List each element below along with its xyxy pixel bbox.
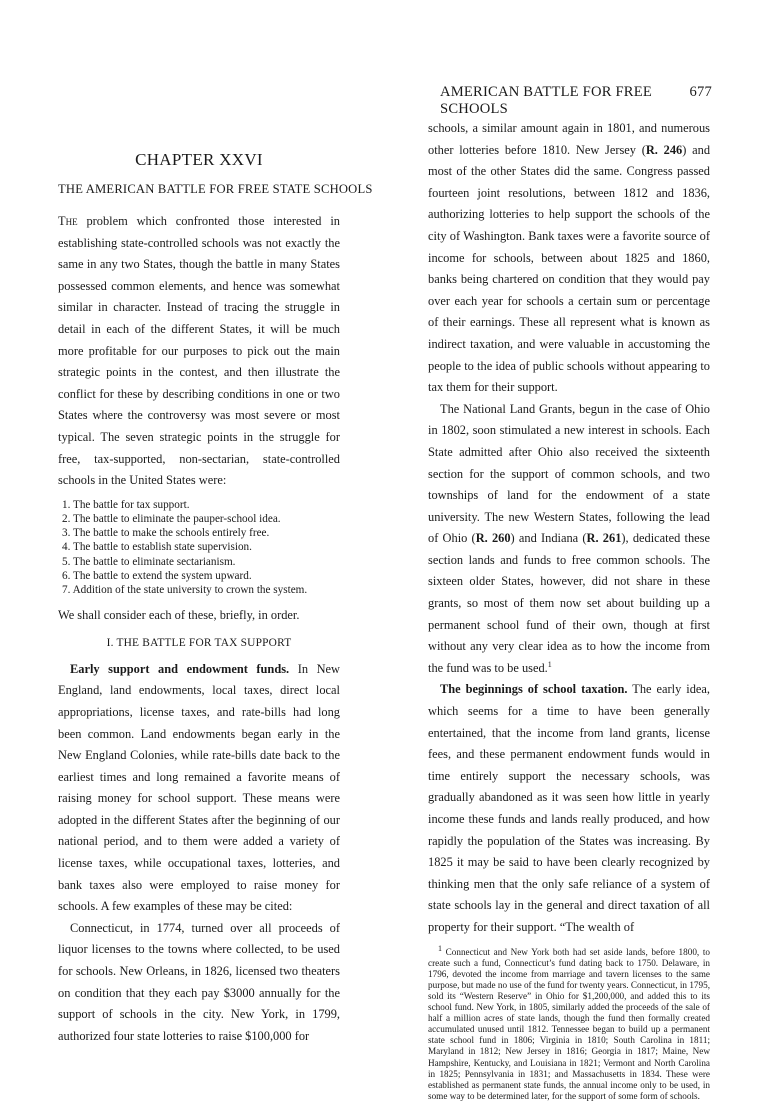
list-item: 1. The battle for tax support. [62, 498, 190, 511]
lotteries-paragraph [428, 118, 710, 399]
reference-marker: R. 261 [586, 531, 622, 546]
chapter-number: CHAPTER XXVI [135, 150, 263, 169]
paragraph-lead-heading: The beginnings of school taxation. [440, 682, 628, 697]
chapter-title: THE AMERICAN BATTLE FOR FREE STATE SCHOOLS [58, 182, 373, 196]
early-support-paragraph [58, 659, 340, 918]
list-item: 2. The battle to eliminate the pauper-school idea. [62, 512, 281, 525]
paragraph-text: ) and Indiana ( [510, 531, 587, 546]
after-list-sentence: We shall consider each of these, briefly, in order. [58, 608, 300, 623]
intro-paragraph [58, 211, 340, 492]
intro-text: problem which confronted those interested in establishing state-controlled schools was not exactly the same in any two States, though the battle in many States possessed common elements, and hence was somewhat similar in character. Instead of tracing the struggle in detail in each of the different States, it will be much more profitable for our purposes to pick out the main strategic points in the contest, and then illustrate the conflict for these by describing conditions in one or two States where the controversy was most severe or most typical. The seven strategic points in the struggle for free, tax-supported, non-sectarian, state-controlled schools in the United States were: [58, 214, 340, 488]
intro-first-word: The [58, 214, 78, 228]
running-head [440, 84, 712, 118]
connecticut-paragraph: Connecticut, in 1774, turned over all proceeds of liquor licenses to the towns where collected, to be used for schools. New Orleans, in 1826, licensed two theaters on condition that they each pay $3000 annually for the support of schools in the city. New York, in 1799, authorized four state lotteries to raise $100,000 for [58, 920, 340, 1043]
reference-marker: R. 260 [475, 531, 511, 546]
list-item: 7. Addition of the state university to crown the system. [62, 583, 308, 596]
running-head-title: AMERICAN BATTLE FOR FREE SCHOOLS [440, 84, 652, 117]
footnote [428, 943, 710, 1102]
paragraph-lead-heading: Early support and endowment funds. [70, 661, 290, 676]
paragraph-text: The National Land Grants, begun in the case of Ohio in 1802, soon stimulated a new interest in schools. Each State admitted after Ohio also received the sixteenth section for the support of common schools, and two townships of land for the endowment of a state university. The new Western States, following the lead of Ohio ( [428, 401, 710, 546]
paragraph-text: In New England, land endowments, local taxes, direct local appropriations, license taxes, and rate-bills had long been common. Land endowments began early in the New England Colonies, while rate-bills date back to the earliest times and long remained a favorite means of raising money for school support. These means were adopted in the different States after the beginning of our national period, and to them were added a variety of license taxes, while occupational taxes, lotteries, and bank taxes also were employed to raise money for schools. A few examples of these may be cited: [58, 661, 340, 914]
footnote-marker: 1 [547, 659, 552, 669]
section-heading: I. THE BATTLE FOR TAX SUPPORT [106, 636, 292, 649]
right-page [428, 118, 710, 1102]
reference-marker: R. 246 [645, 142, 683, 157]
land-grants-paragraph [428, 399, 710, 680]
page-number: 677 [689, 84, 712, 100]
strategic-points-list [58, 498, 340, 597]
footnote-text: Connecticut and New York both had set aside lands, before 1800, to create such a fund, Connecticut’s fund dating back to 1750. Delaware, in 1796, devoted the income from marriage and tavern licenses to the same purpose, but made no use of the fund for twenty years. Connecticut, in 1795, sold its “Western Reserve” in Ohio for $1,200,000, and added this to its school fund. New York, in 1805, similarly added the proceeds of the sale of half a million acres of state lands, though the fund then formally created accumulated unused until 1812. Tennessee began to build up a permanent state school fund in 1806; Virginia in 1810; South Carolina in 1811; Maryland in 1812; New Jersey in 1816; Georgia in 1817; Maine, New Hampshire, Kentucky, and Louisiana in 1821; Vermont and North Carolina in 1825; Pennsylvania in 1831; and Massachusetts in 1834. These were established as permanent state funds, the annual income only to be used, in some way to be determined later, for the support of some form of schools. [428, 946, 710, 1101]
paragraph-text: The early idea, which seems for a time to have been generally entertained, that the income from land grants, license fees, and these permanent endowment funds would in time entirely support the necessary schools, was gradually abandoned as it was seen how little in yearly income these funds and lands really produced, and how rapidly the population of the States was increasing. By 1825 it may be said to have been clearly recognized by thinking men that the only safe reliance of a system of state schools lay in the general and direct taxation of all property for their support. “The wealth of [428, 682, 710, 934]
paragraph-text: ) and most of the other States did the same. Congress passed fourteen joint resolutions, between 1812 and 1836, authorizing lotteries to help support the schools of the city of Washington. Bank taxes were a favorite source of income for schools, between about 1825 and 1860, banks being chartered on condition that they would pay over each year for schools a certain sum or percentage of their earnings. These all represent what is known as indirect taxation, and were valuable in accustoming the people to the idea of public schools without appearing to tax them for their support. [428, 142, 711, 395]
paragraph-text: ), dedicated these section lands and funds to free common schools. The sixteen older States, however, did not share in these grants, so most of them now set about building up a permanent school fund of their own, though at first without any very clear idea as to how the income from the fund was to be used. [428, 531, 710, 675]
footnotes [428, 943, 710, 1102]
school-taxation-paragraph [428, 679, 710, 938]
list-item: 5. The battle to eliminate sectarianism. [62, 555, 236, 568]
footnote-number: 1 [438, 943, 442, 953]
list-item: 6. The battle to extend the system upward. [62, 569, 252, 582]
paragraph-text: schools, a similar amount again in 1801, and numerous other lotteries before 1810. New Jersey ( [428, 121, 710, 157]
list-item: 3. The battle to make the schools entirely free. [62, 527, 270, 540]
left-page [58, 150, 373, 1047]
list-item: 4. The battle to establish state supervision. [62, 541, 252, 554]
